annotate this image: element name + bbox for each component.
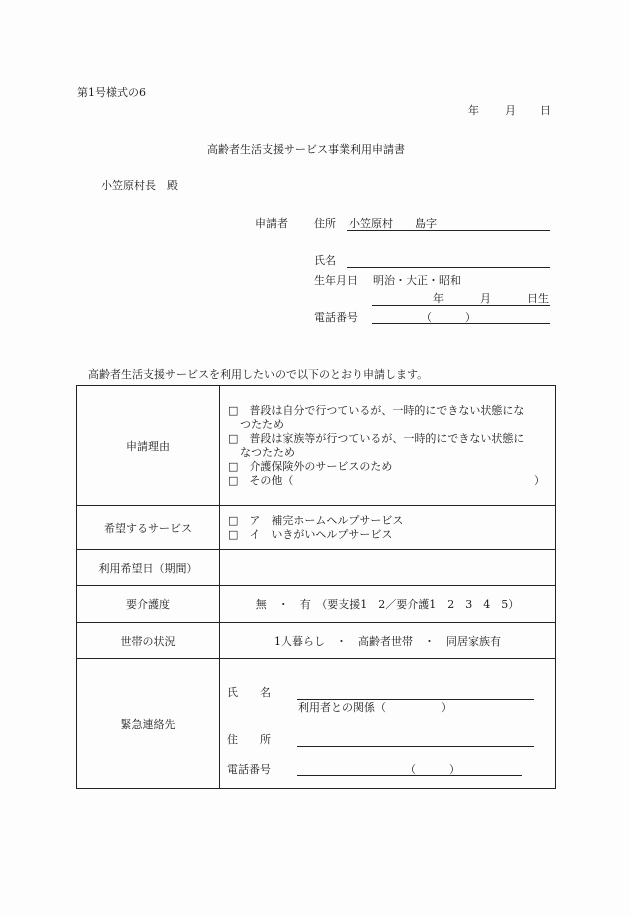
date-month-label: 月	[505, 104, 516, 117]
service-option-supplementary[interactable]: □ ア 補完ホームヘルプサービス	[228, 513, 404, 527]
emergency-relation: 利用者との関係（ ）	[298, 701, 452, 714]
form-number: 第1号様式の6	[77, 86, 146, 99]
dob-month-label: 月	[480, 292, 491, 305]
emergency-phone-label: 電話番号	[227, 763, 271, 776]
period-label: 利用希望日（期間）	[77, 550, 220, 586]
emergency-address-label: 住 所	[227, 733, 271, 746]
care-level-label: 要介護度	[77, 586, 220, 623]
address-value: 小笠原村 島字	[349, 217, 437, 230]
date-year-label: 年	[468, 104, 479, 117]
emergency-label: 緊急連絡先	[77, 659, 220, 789]
row-care-level	[77, 586, 556, 623]
dob-day-label: 日生	[527, 292, 549, 305]
phone-label: 電話番号	[314, 311, 358, 324]
reason-option-other-label: □ その他（	[228, 473, 294, 487]
row-household	[77, 623, 556, 659]
emergency-name-field[interactable]	[297, 699, 534, 700]
service-options	[220, 506, 556, 550]
reason-option-other[interactable]	[228, 474, 555, 488]
dob-eras: 明治・大正・昭和	[373, 274, 461, 287]
reason-option-family-cont: なつたため	[240, 445, 295, 459]
date-day-label: 日	[540, 104, 551, 117]
intro-text: 高齢者生活支援サービスを利用したいので以下のとおり申請します。	[88, 368, 429, 381]
emergency-contact-cell	[220, 659, 556, 789]
household-options[interactable]: 1人暮らし ・ 高齢者世帯 ・ 同居家族有	[220, 623, 556, 659]
form-title: 高齢者生活支援サービス事業利用申請書	[207, 143, 405, 156]
emergency-name-label: 氏 名	[227, 686, 271, 699]
row-period	[77, 550, 556, 586]
name-label: 氏名	[314, 254, 336, 267]
phone-paren: （ ）	[421, 311, 476, 324]
dob-label: 生年月日	[314, 274, 358, 287]
row-emergency	[77, 659, 556, 789]
emergency-phone-field[interactable]	[297, 775, 522, 776]
address-label: 住所	[314, 217, 336, 230]
reason-option-self-cont: つたため	[240, 417, 284, 431]
reason-option-self[interactable]: □ 普段は自分で行つているが、一時的にできない状態にな	[228, 403, 525, 417]
application-table	[76, 385, 556, 789]
service-label: 希望するサービス	[77, 506, 220, 550]
reason-option-family[interactable]: □ 普段は家族等が行つているが、一時的にできない状態に	[228, 431, 525, 445]
row-service	[77, 506, 556, 550]
reason-option-non-insurance[interactable]: □ 介護保険外のサービスのため	[228, 459, 393, 473]
service-option-ikigai[interactable]: □ イ いきがいヘルプサービス	[228, 527, 393, 541]
addressee: 小笠原村長 殿	[101, 179, 178, 192]
care-level-options[interactable]: 無 ・ 有 （要支援1 2／要介護1 2 3 4 5）	[220, 586, 556, 623]
address-field[interactable]	[347, 230, 550, 231]
reason-options	[220, 386, 556, 506]
reason-label: 申請理由	[77, 386, 220, 506]
emergency-address-field[interactable]	[297, 746, 534, 747]
dob-year-label: 年	[433, 292, 444, 305]
applicant-label: 申請者	[255, 217, 288, 230]
phone-field[interactable]	[372, 323, 550, 324]
reason-option-other-close: ）	[534, 473, 545, 487]
row-reason	[77, 386, 556, 506]
name-field[interactable]	[347, 267, 550, 268]
dob-field[interactable]	[372, 305, 550, 306]
emergency-phone-paren: （ ）	[405, 763, 460, 776]
household-label: 世帯の状況	[77, 623, 220, 659]
period-field[interactable]	[220, 550, 556, 586]
